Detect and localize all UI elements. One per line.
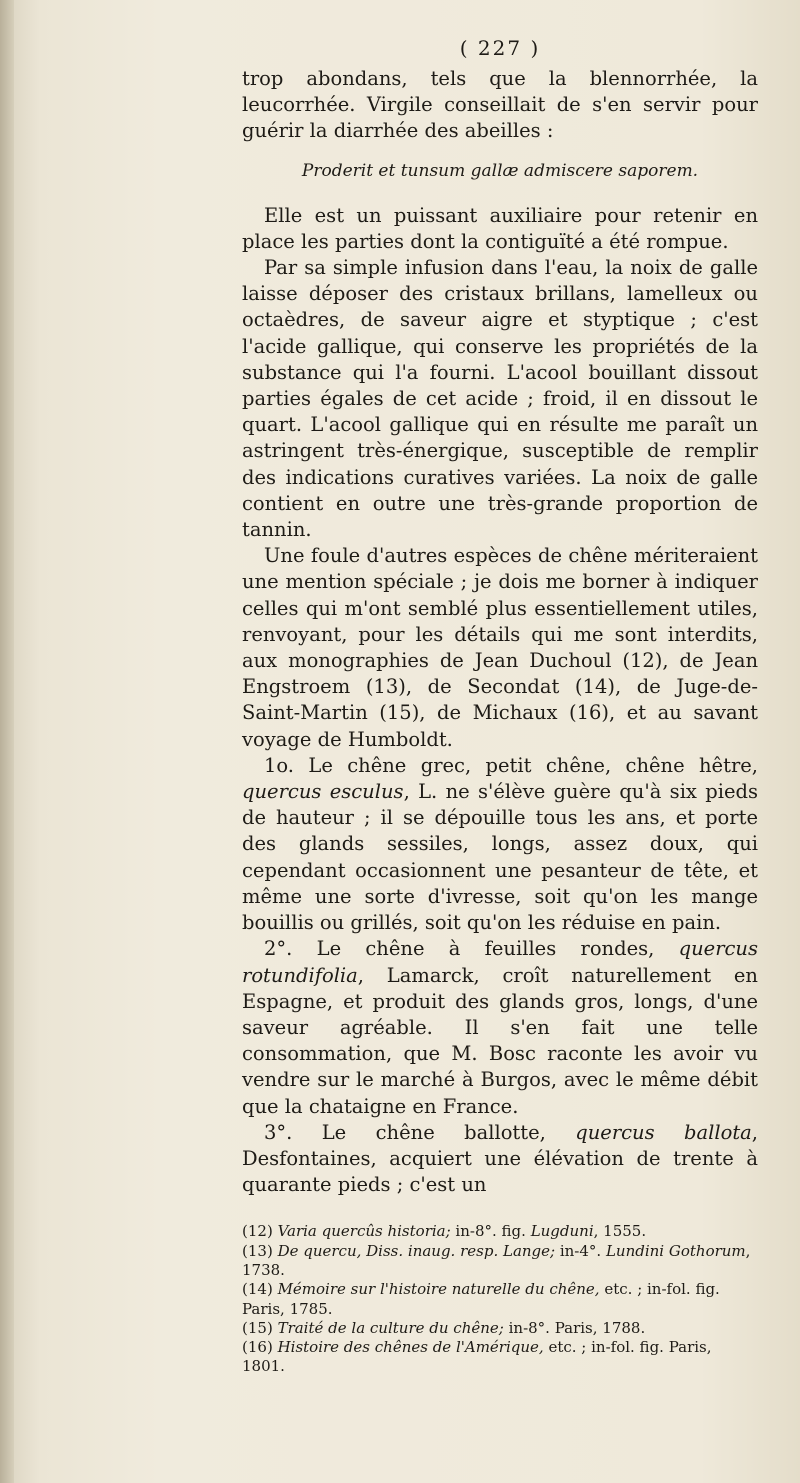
latin-verse-quote: Proderit et tunsum gallæ admiscere saporem. <box>301 160 699 181</box>
footnote-12: (12) Varia quercûs historia; in-8°. fig. Lugduni, 1555. <box>242 1222 647 1241</box>
page-number: ( 227 ) <box>459 36 541 60</box>
page-text-block <box>242 36 758 1377</box>
opening-paragraph: trop abondans, tels que la blennorrhée, la leucorrhée. Virgile conseillait de s'en servir pour guérir la diarrhée des abeilles : <box>242 67 758 143</box>
footnote-13: (13) De quercu, Diss. inaug. resp. Lange; in-4°. Lundini Gothorum, 1738. <box>242 1241 751 1279</box>
paragraph-chene-feuilles-rondes: 2°. Le chêne à feuilles rondes, quercus rotundifolia, Lamarck, croît naturellement en Espagne, et produit des glands gros, longs, d'une saveur agréable. Il s'en fait une telle consommation, que M. Bosc raconte les avoir vu vendre sur le marché à Burgos, avec le même débit que la chataigne en France. <box>242 937 758 1118</box>
species-quercus-esculus: quercus esculus <box>242 780 404 804</box>
paragraph-acide-gallique: Par sa simple infusion dans l'eau, la noix de galle laisse déposer des cristaux brillans, lamelleux ou octaèdres, de saveur aigre et styptique ; c'est l'acide gallique, qui conserve les propriétés de la substance qui l'a fourni. L'acool bouillant dissout parties égales de cet acide ; froid, il en dissout le quart. L'acool gallique qui en résulte me paraît un astringent très-énergique, susceptible de remplir des indications curatives variées. La noix de galle contient en outre une très-grande proportion de tannin. <box>242 256 758 542</box>
paragraph-chene-grec: 1o. Le chêne grec, petit chêne, chêne hêtre, quercus esculus, L. ne s'élève guère qu'à six pieds de hauteur ; il se dépouille tous les ans, et porte des glands sessiles, longs, assez doux, qui cependant occasionnent une pesanteur de tête, et même une sorte d'ivresse, soit qu'on les mange bouillis ou grillés, soit qu'on les réduise en pain. <box>242 753 759 935</box>
paragraph-auxiliaire: Elle est un puissant auxiliaire pour retenir en place les parties dont la contiguïté a été rompue. <box>242 203 758 253</box>
paragraph-chene-ballotte: 3°. Le chêne ballotte, quercus ballota, Desfontaines, acquiert une élévation de trente à quarante pieds ; c'est un <box>242 1120 758 1197</box>
species-quercus-ballota: quercus ballota <box>575 1120 752 1144</box>
footnote-14: (14) Mémoire sur l'histoire naturelle du chêne, etc. ; in-fol. fig. Paris, 1785. <box>242 1280 720 1318</box>
footnote-16: (16) Histoire des chênes de l'Amérique, etc. ; in-fol. fig. Paris, 1801. <box>242 1338 712 1376</box>
footnotes <box>242 1222 758 1376</box>
species-quercus-rotundifolia: quercus rotundifolia <box>242 937 758 987</box>
footnote-15: (15) Traité de la culture du chêne; in-8°. Paris, 1788. <box>242 1318 646 1337</box>
paragraph-autres-especes: Une foule d'autres espèces de chêne mériteraient une mention spéciale ; je dois me borner à indiquer celles qui m'ont semblé plus essentiellement utiles, renvoyant, pour les détails qui me sont interdits, aux monographies de Jean Duchoul (12), de Jean Engstroem (13), de Secondat (14), de Juge-de-Saint-Martin (15), de Michaux (16), et au savant voyage de Humboldt. <box>242 544 758 751</box>
page-binding-shadow <box>0 0 14 1483</box>
